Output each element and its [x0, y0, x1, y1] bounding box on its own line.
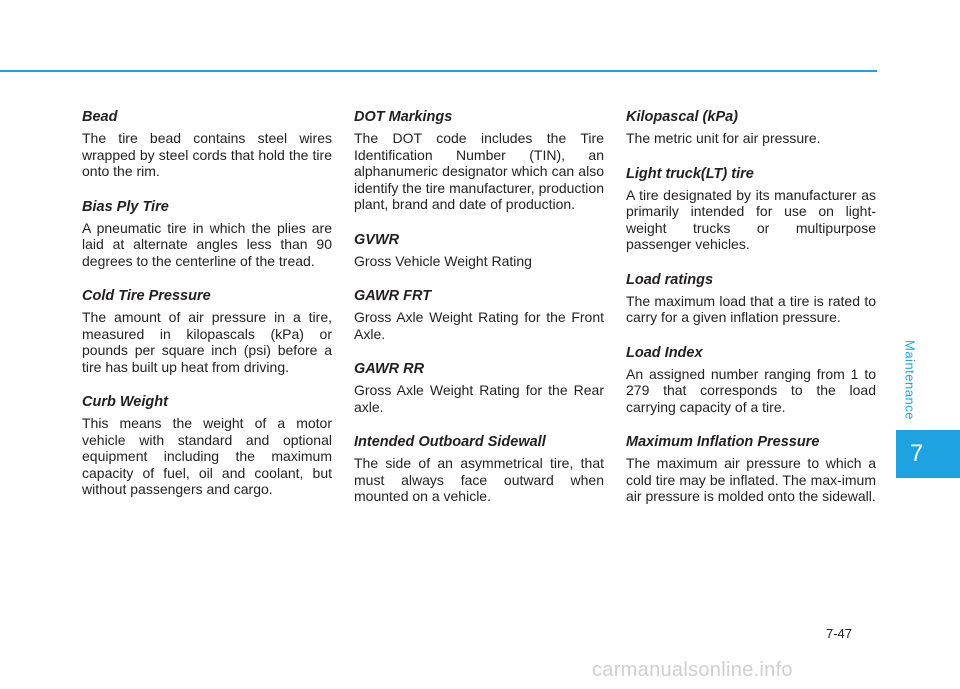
- glossary-entry: [82, 198, 332, 270]
- glossary-term: Curb Weight: [82, 394, 168, 410]
- glossary-entry: [626, 433, 876, 505]
- chapter-tab: 7: [896, 430, 960, 478]
- glossary-term: Load Index: [626, 344, 703, 361]
- header-rule: [0, 70, 877, 72]
- glossary-entry: [626, 271, 876, 326]
- section-label: Maintenance: [902, 340, 918, 420]
- glossary-definition: A tire designated by its manufacturer as primarily intended for use on light-weight trucks or multipurpose passenger vehicles.: [626, 186, 876, 252]
- glossary-term: GAWR RR: [354, 361, 425, 377]
- glossary-term: Intended Outboard Sidewall: [354, 434, 546, 450]
- glossary-definition: Gross Axle Weight Rating for the Rear axle.: [354, 382, 604, 415]
- glossary-definition: Gross Vehicle Weight Rating: [354, 252, 532, 269]
- glossary-entry: [626, 165, 876, 253]
- glossary-column-1: [82, 108, 332, 516]
- glossary-term: Kilopascal (kPa): [626, 109, 739, 125]
- glossary-definition: An assigned number ranging from 1 to 279 that corresponds to the load carrying capacity of a tire.: [626, 365, 876, 415]
- glossary-entry: [354, 108, 604, 213]
- glossary-entry: [354, 360, 604, 415]
- glossary-definition: Gross Axle Weight Rating for the Front Axle.: [354, 309, 604, 342]
- glossary-definition: The tire bead contains steel wires wrapped by steel cords that hold the tire onto the rim.: [82, 130, 332, 179]
- glossary-term: GVWR: [354, 231, 400, 248]
- glossary-entry: [626, 344, 876, 416]
- glossary-entry: [82, 393, 332, 498]
- watermark: carmanualsonline.info: [592, 659, 793, 681]
- glossary-definition: The maximum load that a tire is rated to carry for a given inflation pressure.: [626, 292, 876, 325]
- page-number: 7-47: [826, 626, 853, 641]
- glossary-entry: [354, 231, 604, 270]
- glossary-definition: The metric unit for air pressure.: [626, 130, 821, 146]
- glossary-term: DOT Markings: [354, 109, 453, 125]
- glossary-column-2: [354, 108, 604, 523]
- glossary-definition: This means the weight of a motor vehicle with standard and optional equipment including the maximum capacity of fuel, oil and coolant, but without passengers and cargo.: [82, 415, 332, 497]
- glossary-definition: The amount of air pressure in a tire, measured in kilopascals (kPa) or pounds per square inch (psi) before a tire has built up heat from driving.: [82, 309, 332, 375]
- glossary-entry: [354, 433, 604, 505]
- glossary-term: Load ratings: [626, 271, 714, 288]
- glossary-term: GAWR FRT: [354, 288, 432, 304]
- glossary-term: Cold Tire Pressure: [82, 288, 211, 304]
- glossary-entry: [354, 287, 604, 342]
- glossary-column-3: [626, 108, 876, 523]
- glossary-term: Light truck(LT) tire: [626, 165, 754, 182]
- glossary-definition: The maximum air pressure to which a cold tire may be inflated. The max-imum air pressure is molded onto the sidewall.: [626, 455, 876, 504]
- glossary-definition: The side of an asymmetrical tire, that must always face outward when mounted on a vehicle.: [354, 455, 604, 504]
- glossary-definition: The DOT code includes the Tire Identification Number (TIN), an alphanumeric designator which can also identify the tire manufacturer, production plant, brand and date of production.: [354, 130, 604, 212]
- glossary-term: Bias Ply Tire: [82, 198, 169, 215]
- glossary-term: Bead: [82, 109, 118, 125]
- glossary-entry: [82, 287, 332, 375]
- glossary-entry: [626, 108, 876, 147]
- glossary-definition: A pneumatic tire in which the plies are laid at alternate angles less than 90 degrees to the centerline of the tread.: [82, 219, 332, 269]
- glossary-term: Maximum Inflation Pressure: [626, 434, 820, 450]
- glossary-entry: [82, 108, 332, 180]
